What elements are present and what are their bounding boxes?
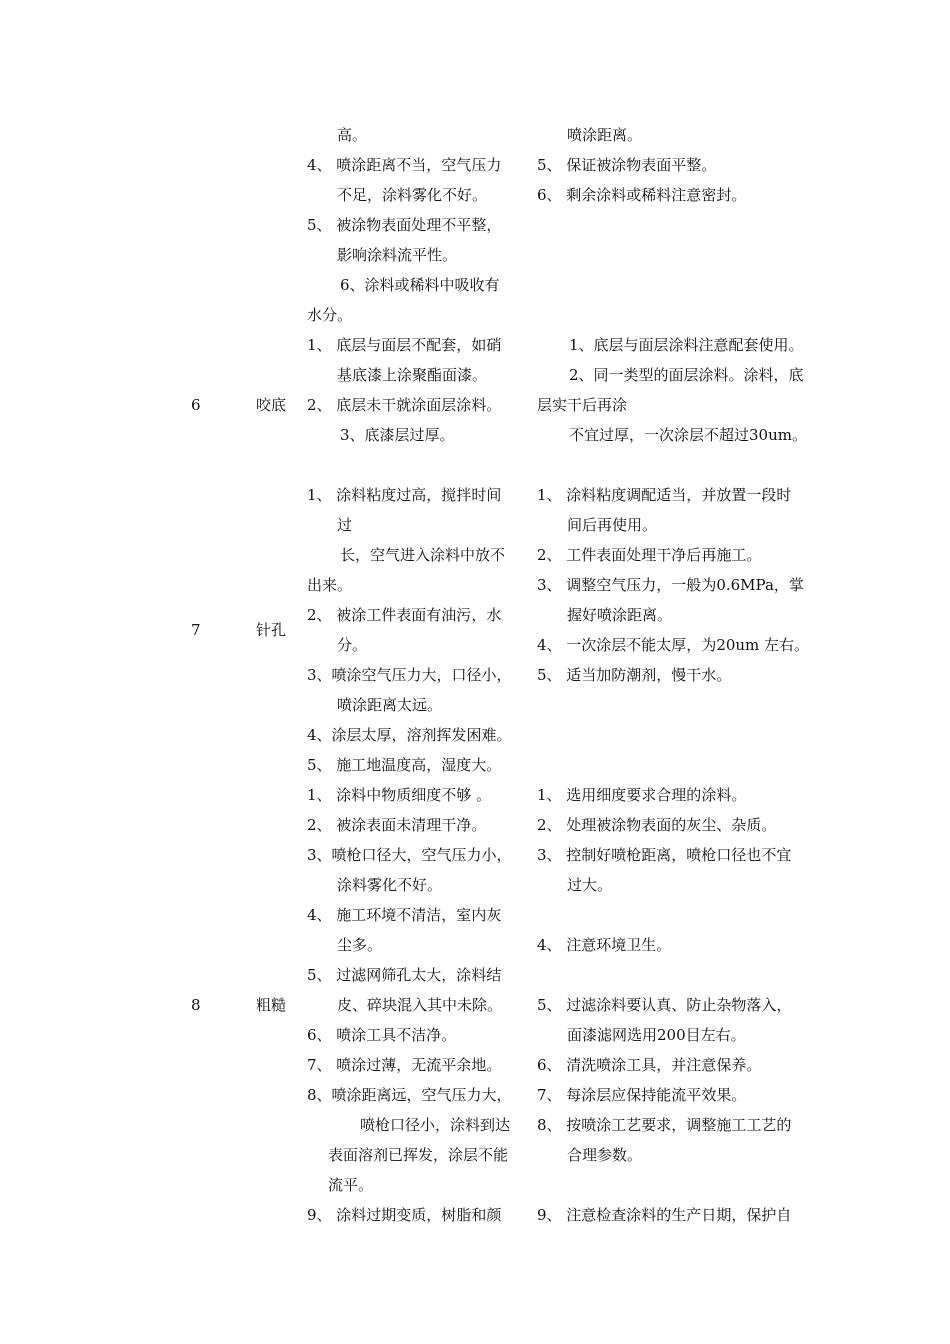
cause-line: 5、 过滤网筛孔太大，涂料结: [307, 966, 502, 984]
cause-line: 不足，涂料雾化不好。: [337, 186, 488, 204]
defect-name: 针孔: [256, 621, 287, 639]
remedy-line: 握好喷涂距离。: [567, 606, 673, 624]
cause-line: 2、 被涂表面未清理干净。: [307, 816, 487, 834]
remedy-line: 过大。: [567, 876, 613, 894]
cause-line: 喷枪口径小，涂料到达: [360, 1116, 511, 1134]
remedy-line: 5、 过滤涂料要认真、防止杂物落入，: [537, 996, 792, 1014]
cause-line: 过: [337, 516, 353, 534]
remedy-line: 间后再使用。: [567, 516, 658, 534]
cause-line: 6、 喷涂工具不洁净。: [307, 1026, 457, 1044]
remedy-line: 4、 一次涂层不能太厚，为20um 左右。: [537, 636, 810, 654]
remedy-line: 2、同一类型的面层涂料。涂料，底: [569, 366, 804, 384]
remedy-line: 1、 选用细度要求合理的涂料。: [537, 786, 747, 804]
cause-line: 3、底漆层过厚。: [340, 426, 455, 444]
defect-name: 咬底: [256, 396, 287, 414]
cause-line: 7、 喷涂过薄，无流平余地。: [307, 1056, 502, 1074]
remedy-line: 面漆滤网选用200目左右。: [567, 1026, 746, 1044]
cause-line: 分。: [337, 636, 368, 654]
cause-line: 表面溶剂已挥发，涂层不能: [328, 1146, 509, 1164]
cause-line: 皮、碎块混入其中未除。: [337, 996, 503, 1014]
row-number: 8: [191, 996, 201, 1014]
remedy-line: 9、 注意检查涂料的生产日期，保护自: [537, 1206, 792, 1224]
cause-line: 4、涂层太厚，溶剂挥发困难。: [307, 726, 512, 744]
remedy-line: 8、 按喷涂工艺要求，调整施工工艺的: [537, 1116, 792, 1134]
remedy-line: 3、 控制好喷枪距离，喷枪口径也不宜: [537, 846, 792, 864]
cause-line: 出来。: [307, 576, 353, 594]
cause-line: 3、喷枪口径大，空气压力小，: [307, 846, 512, 864]
cause-line: 1、 涂料粘度过高，搅拌时间: [307, 486, 502, 504]
cause-line: 4、 喷涂距离不当，空气压力: [307, 156, 502, 174]
remedy-line: 4、 注意环境卫生。: [537, 936, 672, 954]
cause-line: 喷涂距离太远。: [337, 696, 443, 714]
cause-line: 影响涂料流平性。: [337, 246, 458, 264]
cause-line: 2、 底层未干就涂面层涂料。: [307, 396, 502, 414]
remedy-line: 合理参数。: [567, 1146, 643, 1164]
cause-line: 5、 被涂物表面处理不平整，: [307, 216, 502, 234]
cause-line: 基底漆上涂聚酯面漆。: [337, 366, 488, 384]
cause-line: 1、 涂料中物质细度不够 。: [307, 786, 492, 804]
remedy-line: 1、 涂料粘度调配适当，并放置一段时: [537, 486, 792, 504]
remedy-line: 层实干后再涂: [537, 396, 628, 414]
remedy-line: 7、 每涂层应保持能流平效果。: [537, 1086, 747, 1104]
remedy-line: 6、 剩余涂料或稀料注意密封。: [537, 186, 747, 204]
remedy-line: 1、底层与面层涂料注意配套使用。: [569, 336, 804, 354]
cause-line: 4、 施工环境不清洁，室内灰: [307, 906, 502, 924]
remedy-line: 喷涂距离。: [567, 126, 643, 144]
cause-line: 尘多。: [337, 936, 383, 954]
cause-line: 2、 被涂工件表面有油污，水: [307, 606, 502, 624]
remedy-line: 5、 保证被涂物表面平整。: [537, 156, 717, 174]
remedy-line: 3、 调整空气压力，一般为0.6MPa，掌: [537, 576, 804, 594]
cause-line: 水分。: [307, 306, 353, 324]
remedy-line: 6、 清洗喷涂工具，并注意保养。: [537, 1056, 762, 1074]
remedy-line: 2、 处理被涂物表面的灰尘、杂质。: [537, 816, 777, 834]
cause-line: 8、喷涂距离远，空气压力大，: [307, 1086, 512, 1104]
cause-line: 5、 施工地温度高，湿度大。: [307, 756, 502, 774]
cause-line: 长，空气进入涂料中放不: [340, 546, 506, 564]
row-number: 6: [191, 396, 201, 414]
cause-line: 9、 涂料过期变质，树脂和颜: [307, 1206, 502, 1224]
cause-line: 3、喷涂空气压力大，口径小，: [307, 666, 512, 684]
cause-line: 6、涂料或稀料中吸收有: [340, 276, 500, 294]
remedy-line: 不宜过厚，一次涂层不超过30um。: [569, 426, 807, 444]
cause-line: 高。: [337, 126, 368, 144]
cause-line: 1、 底层与面层不配套，如硝: [307, 336, 502, 354]
row-number: 7: [191, 621, 201, 639]
remedy-line: 5、 适当加防潮剂，慢干水。: [537, 666, 732, 684]
cause-line: 流平。: [328, 1176, 374, 1194]
cause-line: 涂料雾化不好。: [337, 876, 443, 894]
remedy-line: 2、 工件表面处理干净后再施工。: [537, 546, 762, 564]
defect-name: 粗糙: [256, 996, 287, 1014]
